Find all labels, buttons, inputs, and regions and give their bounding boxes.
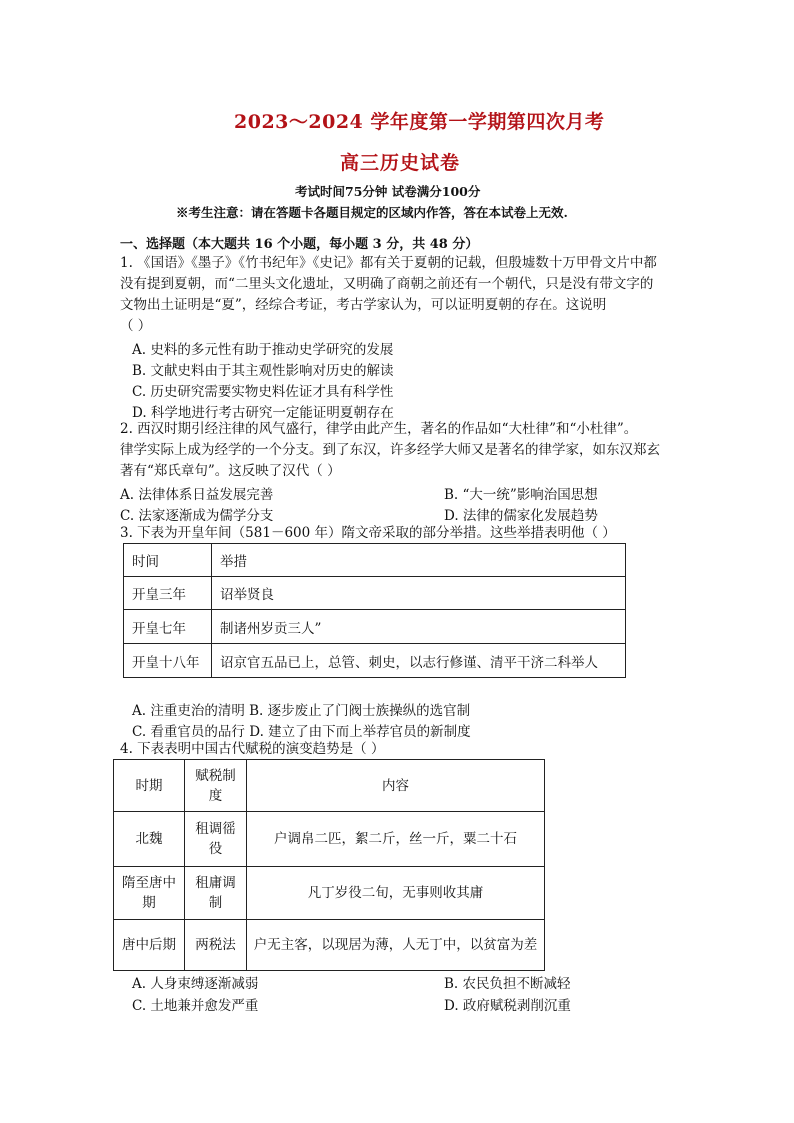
question-1-blank: （ ） xyxy=(120,318,152,334)
question-4-stem: 4. 下表表明中国古代赋税的演变趋势是（ ） xyxy=(120,741,385,757)
question-3-table xyxy=(123,543,626,678)
table-cell: 租庸调制 xyxy=(185,867,247,920)
question-1-line: 文物出土证明是“夏”，经综合考证，考古学家认为，可以证明夏朝的存在。这说明 xyxy=(120,297,607,313)
table-header-cell: 时间 xyxy=(124,544,212,577)
question-1-line: 没有提到夏朝，而“二里头文化遗址，又明确了商朝之前还有一个朝代，只是没有带文字的 xyxy=(120,276,654,292)
table-cell: 户无主客，以现居为薄，人无丁中，以贫富为差 xyxy=(247,920,545,971)
table-header-cell: 举措 xyxy=(212,544,626,577)
question-4-option-d[interactable]: D. 政府赋税剥削沉重 xyxy=(444,998,571,1014)
table-cell: 开皇七年 xyxy=(124,610,212,644)
question-3-stem: 3. 下表为开皇年间（581－600 年）隋文帝采取的部分举措。这些举措表明他（ ） xyxy=(120,525,616,541)
table-row xyxy=(114,920,545,971)
table-cell: 制诸州岁贡三人” xyxy=(212,610,626,644)
table-cell: 开皇十八年 xyxy=(124,644,212,678)
question-2-option-c[interactable]: C. 法家逐渐成为儒学分支 xyxy=(120,508,274,524)
section-heading: 一、选择题（本大题共 16 个小题，每小题 3 分，共 48 分） xyxy=(120,237,479,252)
table-cell: 诏举贤良 xyxy=(212,577,626,610)
question-4-option-c[interactable]: C. 土地兼并愈发严重 xyxy=(132,998,259,1014)
question-3-options-ab[interactable]: A. 注重吏治的清明 B. 逐步废止了门阀士族操纵的选官制 xyxy=(132,703,471,719)
question-2-line: 著有“郑氏章句”。这反映了汉代（ ） xyxy=(120,463,341,479)
table-row xyxy=(124,577,626,610)
table-row xyxy=(124,644,626,678)
question-1-option-b[interactable]: B. 文献史料由于其主观性影响对历史的解读 xyxy=(132,363,394,379)
question-3-options-cd[interactable]: C. 看重官员的品行 D. 建立了由下而上举荐官员的新制度 xyxy=(132,724,471,740)
question-2-line: 2. 西汉时期引经注律的风气盛行，律学由此产生，著名的作品如“大杜律”和“小杜律”。 xyxy=(120,421,638,437)
table-row xyxy=(114,867,545,920)
question-2-option-a[interactable]: A. 法律体系日益发展完善 xyxy=(120,487,274,503)
question-2-line: 律学实际上成为经学的一个分支。到了东汉，许多经学大师又是著名的律学家，如东汉郑玄 xyxy=(120,442,660,458)
question-4-table xyxy=(113,759,545,971)
table-header-row xyxy=(124,544,626,577)
table-cell: 唐中后期 xyxy=(114,920,185,971)
question-1-line: 1. 《国语》《墨子》《竹书纪年》《史记》都有关于夏朝的记载，但殷墟数十万甲骨文片中都 xyxy=(120,255,657,271)
table-header-cell: 赋税制度 xyxy=(185,760,247,812)
table-header-cell: 内容 xyxy=(247,760,545,812)
exam-info: 考试时间75分钟 试卷满分100分 xyxy=(295,184,481,199)
question-4-option-b[interactable]: B. 农民负担不断减轻 xyxy=(444,976,571,992)
table-row xyxy=(114,812,545,867)
exam-subtitle: 高三历史试卷 xyxy=(340,152,461,174)
table-cell: 开皇三年 xyxy=(124,577,212,610)
question-2-option-d[interactable]: D. 法律的儒家化发展趋势 xyxy=(444,508,598,524)
question-1-option-d[interactable]: D. 科学地进行考古研究一定能证明夏朝存在 xyxy=(132,405,394,421)
table-header-cell: 时期 xyxy=(114,760,185,812)
table-cell: 诏京官五品已上，总管、刺史，以志行修谨、清平干济二科举人 xyxy=(212,644,626,678)
table-cell: 北魏 xyxy=(114,812,185,867)
table-row xyxy=(124,610,626,644)
table-cell: 户调帛二匹，絮二斤，丝一斤，粟二十石 xyxy=(247,812,545,867)
question-1-option-c[interactable]: C. 历史研究需要实物史料佐证才具有科学性 xyxy=(132,384,394,400)
question-2-option-b[interactable]: B. “大一统”影响治国思想 xyxy=(444,487,598,503)
table-header-row xyxy=(114,760,545,812)
table-cell: 隋至唐中期 xyxy=(114,867,185,920)
exam-notice: ※考生注意：请在答题卡各题目规定的区域内作答，答在本试卷上无效. xyxy=(176,205,568,220)
question-1-option-a[interactable]: A. 史料的多元性有助于推动史学研究的发展 xyxy=(132,342,394,358)
table-cell: 凡丁岁役二旬，无事则收其庸 xyxy=(247,867,545,920)
table-cell: 两税法 xyxy=(185,920,247,971)
exam-title: 2023～2024 学年度第一学期第四次月考 xyxy=(234,111,605,133)
table-cell: 租调徭役 xyxy=(185,812,247,867)
question-4-option-a[interactable]: A. 人身束缚逐渐减弱 xyxy=(132,976,259,992)
